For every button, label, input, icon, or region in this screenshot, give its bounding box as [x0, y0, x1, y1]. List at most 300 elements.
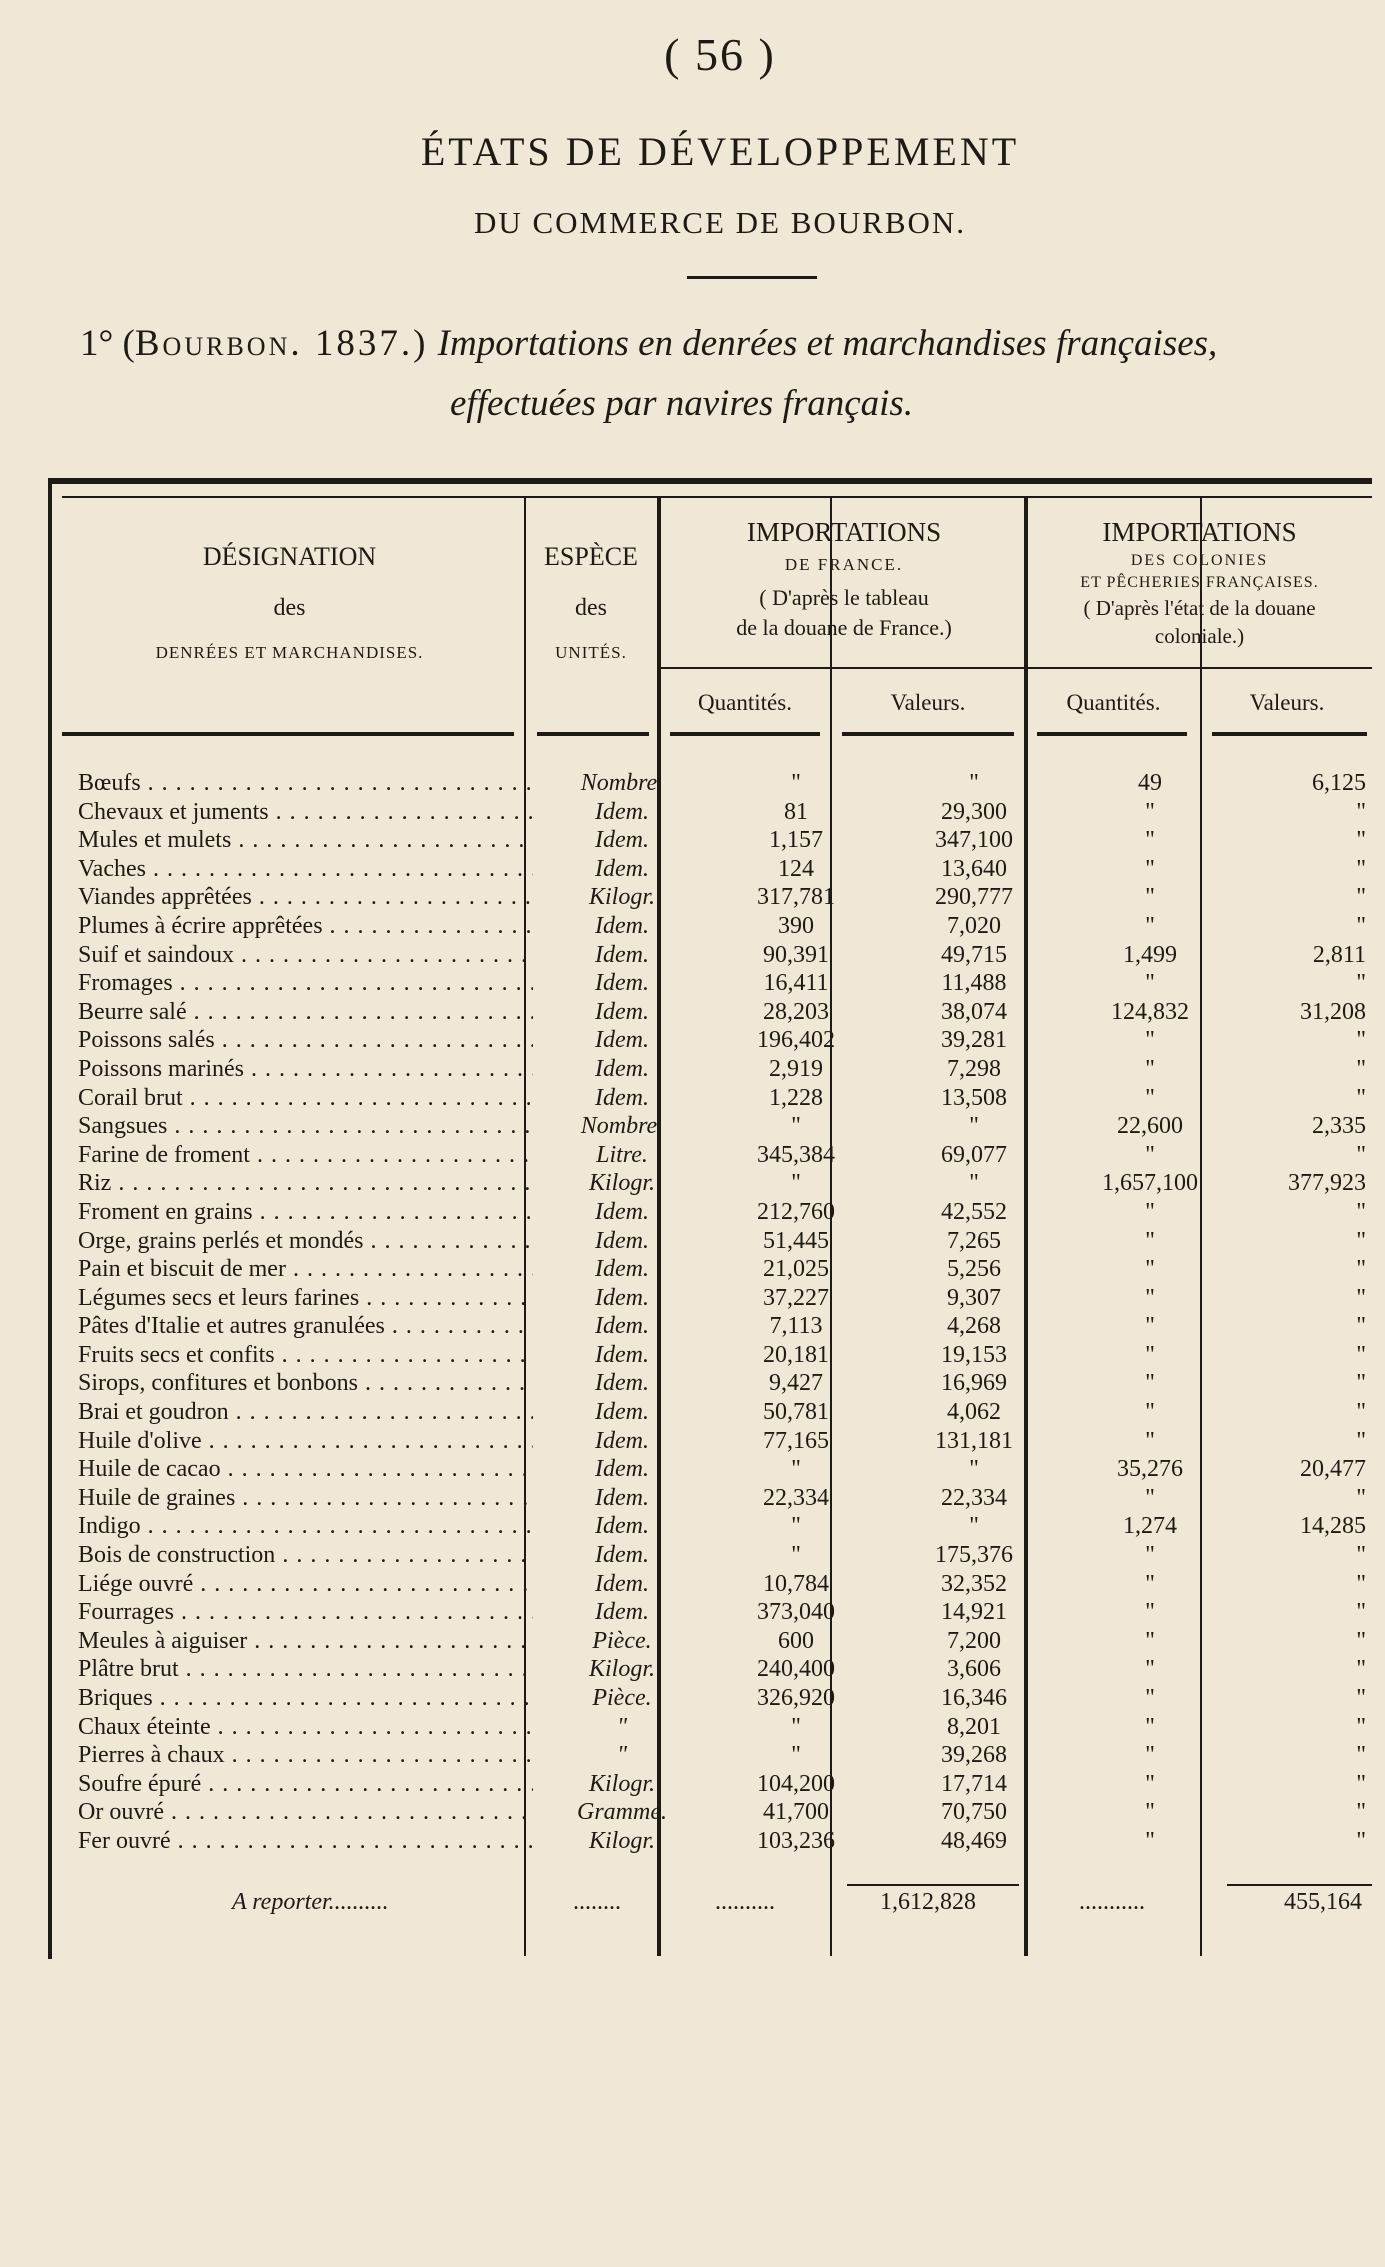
table-row	[52, 1341, 1372, 1370]
table-row	[52, 1169, 1372, 1198]
totals-label: A reporter..........	[232, 1889, 389, 1915]
cell-designation: Sirops, confitures et bonbons . . .	[78, 1369, 533, 1398]
cell-colonies-valeur: "	[1356, 884, 1366, 911]
cell-france-quantite: 81	[784, 798, 808, 825]
cell-france-valeur: 48,469	[941, 1827, 1007, 1854]
header-sub-rule	[660, 667, 1028, 669]
cell-designation: Huile d'olive . . .	[78, 1427, 533, 1456]
cell-unit: Kilogr.	[588, 1656, 656, 1683]
cell-france-quantite: 345,384	[757, 1141, 835, 1168]
cell-france-valeur: "	[969, 1513, 979, 1540]
cell-unit: Idem.	[595, 1599, 649, 1626]
cell-france-quantite: 20,181	[763, 1341, 829, 1368]
cell-designation: Corail brut . . .	[78, 1084, 533, 1113]
cell-colonies-quantite: 1,499	[1123, 941, 1177, 968]
cell-france-quantite: 390	[778, 912, 814, 939]
cell-colonies-quantite: 124,832	[1111, 998, 1189, 1025]
cell-unit: Idem.	[595, 998, 649, 1025]
cell-unit: Idem.	[595, 1256, 649, 1283]
cell-france-quantite: "	[791, 1456, 801, 1483]
cell-france-valeur: 7,298	[947, 1055, 1001, 1082]
header-bottom-rule	[62, 732, 514, 736]
cell-unit: Idem.	[595, 1399, 649, 1426]
cell-colonies-valeur: "	[1356, 1370, 1366, 1397]
cell-colonies-quantite: 49	[1138, 770, 1162, 796]
cell-france-quantite: 77,165	[763, 1427, 829, 1454]
cell-unit: Idem.	[595, 1227, 649, 1254]
cell-france-quantite: 104,200	[757, 1770, 835, 1797]
table-row	[52, 1570, 1372, 1599]
cell-colonies-valeur: "	[1356, 1341, 1366, 1368]
cell-designation: Fourrages . . .	[78, 1598, 533, 1627]
table-row	[52, 912, 1372, 941]
cell-colonies-quantite: "	[1145, 1284, 1155, 1311]
header-france-quantites: Quantités.	[698, 690, 792, 715]
cell-colonies-valeur: "	[1356, 827, 1366, 854]
cell-designation: Pâtes d'Italie et autres granulées . . .	[78, 1312, 533, 1341]
cell-france-quantite: "	[791, 1170, 801, 1197]
cell-france-valeur: 9,307	[947, 1284, 1001, 1311]
cell-colonies-quantite: "	[1145, 1055, 1155, 1082]
header-imports-france: IMPORTATIONS DE FRANCE. ( D'après le tableau de la douane de France.)	[736, 517, 952, 641]
table-row	[52, 1827, 1372, 1856]
table-row	[52, 1455, 1372, 1484]
cell-unit: Idem.	[595, 1513, 649, 1540]
cell-unit: Litre.	[596, 1141, 648, 1168]
cell-unit: Idem.	[595, 1370, 649, 1397]
cell-designation: Pierres à chaux . . .	[78, 1741, 533, 1770]
cell-france-valeur: 22,334	[941, 1484, 1007, 1511]
cell-colonies-valeur: "	[1356, 1055, 1366, 1082]
cell-designation: Poissons marinés . . .	[78, 1055, 533, 1084]
cell-designation: Fromages . . .	[78, 969, 533, 998]
cell-designation: Bois de construction . . .	[78, 1541, 533, 1570]
cell-colonies-quantite: "	[1145, 1399, 1155, 1426]
cell-colonies-quantite: "	[1145, 970, 1155, 997]
cell-colonies-quantite: "	[1145, 912, 1155, 939]
cell-unit: Idem.	[595, 1027, 649, 1054]
cell-colonies-quantite: "	[1145, 1742, 1155, 1769]
cell-france-quantite: 21,025	[763, 1256, 829, 1283]
cell-colonies-valeur: "	[1356, 1570, 1366, 1597]
cell-unit: Idem.	[595, 855, 649, 882]
cell-france-quantite: 50,781	[763, 1399, 829, 1426]
cell-france-quantite: 37,227	[763, 1284, 829, 1311]
cell-france-quantite: 10,784	[763, 1570, 829, 1597]
cell-france-valeur: 70,750	[941, 1799, 1007, 1826]
table-row	[52, 1369, 1372, 1398]
table-row	[52, 1398, 1372, 1427]
cell-france-valeur: 4,062	[947, 1399, 1001, 1426]
cell-colonies-quantite: "	[1145, 1799, 1155, 1826]
cell-france-valeur: 4,268	[947, 1313, 1001, 1340]
cell-designation: Huile de graines . . .	[78, 1484, 533, 1513]
cell-france-valeur: 3,606	[947, 1656, 1001, 1683]
total-rule	[1227, 1884, 1372, 1886]
page-subtitle: DU COMMERCE DE BOURBON.	[473, 205, 967, 240]
cell-unit: Pièce.	[592, 1627, 652, 1654]
cell-unit: Idem.	[595, 1542, 649, 1569]
total-rule	[847, 1884, 1019, 1886]
cell-colonies-valeur: "	[1356, 855, 1366, 882]
cell-colonies-quantite: "	[1145, 827, 1155, 854]
cell-colonies-valeur: "	[1356, 1713, 1366, 1740]
cell-france-valeur: 347,100	[935, 827, 1013, 854]
totals-unit: ........	[573, 1889, 621, 1915]
cell-designation: Suif et saindoux . . .	[78, 941, 533, 970]
header-bottom-rule	[842, 732, 1014, 736]
table-row	[52, 1026, 1372, 1055]
cell-designation: Viandes apprêtées . . .	[78, 883, 533, 912]
table-body	[52, 769, 1372, 1856]
cell-france-valeur: 11,488	[941, 970, 1007, 997]
table-row	[52, 941, 1372, 970]
totals-colonies-quantites: ...........	[1079, 1889, 1145, 1915]
cell-colonies-valeur: "	[1356, 1685, 1366, 1711]
cell-france-valeur: 5,256	[947, 1256, 1001, 1283]
page-number: ( 56 )	[664, 29, 776, 80]
cell-colonies-valeur: "	[1356, 1284, 1366, 1311]
table-row	[52, 1227, 1372, 1256]
cell-france-valeur: 69,077	[941, 1141, 1007, 1168]
cell-designation: Orge, grains perlés et mondés . . .	[78, 1227, 533, 1256]
table-row	[52, 1141, 1372, 1170]
cell-colonies-valeur: "	[1356, 1427, 1366, 1454]
cell-france-valeur: 39,268	[941, 1742, 1007, 1769]
cell-colonies-quantite: "	[1145, 1256, 1155, 1283]
table-row	[52, 1512, 1372, 1541]
cell-france-quantite: 317,781	[757, 884, 835, 911]
cell-france-quantite: "	[791, 1742, 801, 1769]
cell-colonies-quantite: "	[1145, 1427, 1155, 1454]
cell-france-quantite: 2,919	[769, 1055, 823, 1082]
cell-designation: Sangsues . . .	[78, 1112, 533, 1141]
cell-unit: Idem.	[595, 1313, 649, 1340]
header-bottom-rule	[670, 732, 820, 736]
cell-unit: Kilogr.	[588, 1770, 656, 1797]
cell-france-valeur: "	[969, 770, 979, 796]
cell-unit: Idem.	[595, 1570, 649, 1597]
cell-france-quantite: 373,040	[757, 1599, 835, 1626]
totals-colonies-valeurs: 455,164	[1284, 1889, 1362, 1915]
cell-designation: Chaux éteinte . . .	[78, 1713, 533, 1742]
table-row	[52, 798, 1372, 827]
cell-france-quantite: 7,113	[769, 1313, 823, 1340]
section-description-cont: effectuées par navires français.	[450, 383, 914, 424]
cell-colonies-valeur: "	[1356, 1599, 1366, 1626]
cell-france-valeur: 13,508	[941, 1084, 1007, 1111]
cell-colonies-quantite: 1,657,100	[1102, 1170, 1198, 1197]
cell-colonies-quantite: "	[1145, 1027, 1155, 1054]
cell-unit: "	[616, 1742, 628, 1769]
cell-designation: Meules à aiguiser . . .	[78, 1627, 533, 1656]
cell-colonies-quantite: "	[1145, 1685, 1155, 1711]
table-row	[52, 1284, 1372, 1313]
cell-france-valeur: "	[969, 1170, 979, 1197]
cell-france-valeur: 16,346	[941, 1685, 1007, 1711]
cell-france-valeur: "	[969, 1113, 979, 1140]
cell-france-quantite: 28,203	[763, 998, 829, 1025]
cell-france-valeur: 13,640	[941, 855, 1007, 882]
cell-france-valeur: "	[969, 1456, 979, 1483]
cell-designation: Riz . . .	[78, 1169, 533, 1198]
cell-colonies-valeur: "	[1356, 1027, 1366, 1054]
cell-colonies-valeur: "	[1356, 1141, 1366, 1168]
cell-colonies-valeur: "	[1356, 1256, 1366, 1283]
section-place: Bourbon. 1837.)	[134, 323, 429, 364]
cell-france-valeur: 8,201	[947, 1713, 1001, 1740]
imports-table	[48, 478, 1372, 1959]
cell-france-valeur: 14,921	[941, 1599, 1007, 1626]
cell-designation: Froment en grains . . .	[78, 1198, 533, 1227]
cell-colonies-quantite: "	[1145, 1770, 1155, 1797]
cell-unit: Idem.	[595, 1456, 649, 1483]
cell-unit: Nombre.	[580, 1113, 664, 1140]
table-row	[52, 1255, 1372, 1284]
cell-colonies-quantite: "	[1145, 1656, 1155, 1683]
cell-colonies-valeur: "	[1356, 970, 1366, 997]
cell-colonies-valeur: "	[1356, 1542, 1366, 1569]
cell-unit: Idem.	[595, 1198, 649, 1225]
table-row	[52, 1798, 1372, 1827]
cell-colonies-quantite: "	[1145, 855, 1155, 882]
cell-designation: Farine de froment . . .	[78, 1141, 533, 1170]
table-row	[52, 1598, 1372, 1627]
cell-france-quantite: 16,411	[763, 970, 829, 997]
cell-colonies-valeur: "	[1356, 1656, 1366, 1683]
cell-colonies-quantite: "	[1145, 1341, 1155, 1368]
cell-designation: Pain et biscuit de mer . . .	[78, 1255, 533, 1284]
cell-france-quantite: 103,236	[757, 1827, 835, 1854]
cell-france-valeur: 7,020	[947, 912, 1001, 939]
cell-colonies-quantite: "	[1145, 1141, 1155, 1168]
cell-france-quantite: 600	[778, 1627, 814, 1654]
cell-france-valeur: 17,714	[941, 1770, 1007, 1797]
cell-france-valeur: 290,777	[935, 884, 1013, 911]
cell-colonies-valeur: 2,811	[1312, 941, 1366, 968]
header-france-valeurs: Valeurs.	[890, 690, 966, 715]
section-description: Importations en denrées et marchandises françaises,	[437, 323, 1218, 364]
table-row	[52, 855, 1372, 884]
cell-colonies-quantite: "	[1145, 1542, 1155, 1569]
cell-colonies-valeur: "	[1356, 1484, 1366, 1511]
cell-france-quantite: 124	[778, 855, 814, 882]
table-row	[52, 1541, 1372, 1570]
table-row	[52, 1770, 1372, 1799]
cell-france-quantite: 51,445	[763, 1227, 829, 1254]
cell-france-valeur: 7,200	[947, 1627, 1001, 1654]
cell-france-valeur: 175,376	[935, 1542, 1013, 1569]
cell-france-quantite: "	[791, 1513, 801, 1540]
table-row	[52, 969, 1372, 998]
cell-unit: Idem.	[595, 941, 649, 968]
totals-france-valeurs: 1,612,828	[880, 1889, 976, 1915]
cell-designation: Plâtre brut . . .	[78, 1655, 533, 1684]
cell-designation: Plumes à écrire apprêtées . . .	[78, 912, 533, 941]
cell-france-valeur: 19,153	[941, 1341, 1007, 1368]
table-row	[52, 1741, 1372, 1770]
cell-colonies-valeur: "	[1356, 1799, 1366, 1826]
table-row	[52, 1427, 1372, 1456]
cell-colonies-quantite: "	[1145, 1484, 1155, 1511]
cell-france-quantite: 22,334	[763, 1484, 829, 1511]
cell-colonies-valeur: 31,208	[1300, 998, 1366, 1025]
header-bottom-rule	[537, 732, 649, 736]
header-bottom-rule	[1212, 732, 1367, 736]
cell-france-valeur: 29,300	[941, 798, 1007, 825]
cell-colonies-valeur: "	[1356, 1770, 1366, 1797]
cell-france-quantite: "	[791, 1113, 801, 1140]
table-row	[52, 1312, 1372, 1341]
cell-colonies-quantite: "	[1145, 1198, 1155, 1225]
cell-colonies-valeur: "	[1356, 1227, 1366, 1254]
cell-colonies-quantite: "	[1145, 1570, 1155, 1597]
section-number: 1° (	[80, 323, 135, 364]
table-row	[52, 1655, 1372, 1684]
cell-designation: Beurre salé . . .	[78, 998, 533, 1027]
table-row	[52, 1112, 1372, 1141]
cell-colonies-quantite: "	[1145, 1313, 1155, 1340]
cell-france-quantite: 212,760	[757, 1198, 835, 1225]
cell-colonies-quantite: "	[1145, 1627, 1155, 1654]
cell-colonies-quantite: "	[1145, 1599, 1155, 1626]
cell-designation: Or ouvré . . .	[78, 1798, 533, 1827]
cell-designation: Fer ouvré . . .	[78, 1827, 533, 1856]
cell-unit: Gramme.	[577, 1799, 667, 1826]
table-row	[52, 826, 1372, 855]
cell-colonies-valeur: "	[1356, 1827, 1366, 1854]
cell-france-valeur: 131,181	[935, 1427, 1013, 1454]
cell-colonies-quantite: "	[1145, 1084, 1155, 1111]
cell-france-valeur: 38,074	[941, 998, 1007, 1025]
cell-unit: Idem.	[595, 1484, 649, 1511]
cell-colonies-valeur: 6,125	[1312, 770, 1366, 796]
header-top-rule	[62, 496, 1372, 498]
cell-unit: Pièce.	[592, 1685, 652, 1711]
cell-france-quantite: 90,391	[763, 941, 829, 968]
cell-colonies-valeur: "	[1356, 1198, 1366, 1225]
cell-france-quantite: 9,427	[769, 1370, 823, 1397]
cell-unit: Kilogr.	[588, 1827, 656, 1854]
header-imports-colonies: IMPORTATIONS DES COLONIES ET PÊCHERIES FRANÇAISES. ( D'après l'état de la douane coloniale.)	[1080, 517, 1319, 648]
title-divider	[687, 276, 817, 279]
cell-france-quantite: 240,400	[757, 1656, 835, 1683]
table-row	[52, 1713, 1372, 1742]
cell-unit: Idem.	[595, 1084, 649, 1111]
header-sub-rule	[1027, 667, 1372, 669]
totals-row	[52, 1889, 1372, 1929]
cell-colonies-quantite: "	[1145, 1827, 1155, 1854]
table-row	[52, 998, 1372, 1027]
cell-colonies-quantite: "	[1145, 798, 1155, 825]
cell-colonies-quantite: "	[1145, 884, 1155, 911]
cell-unit: Idem.	[595, 1055, 649, 1082]
cell-france-valeur: 7,265	[947, 1227, 1001, 1254]
cell-designation: Mules et mulets . . .	[78, 826, 533, 855]
cell-designation: Liége ouvré . . .	[78, 1570, 533, 1599]
cell-designation: Bœufs . . .	[78, 769, 533, 798]
table-row	[52, 1198, 1372, 1227]
cell-designation: Huile de cacao . . .	[78, 1455, 533, 1484]
cell-unit: Idem.	[595, 1341, 649, 1368]
header-colonies-quantites: Quantités.	[1066, 690, 1161, 715]
cell-unit: Idem.	[595, 827, 649, 854]
cell-colonies-valeur: "	[1356, 1084, 1366, 1111]
table-row	[52, 769, 1372, 798]
cell-unit: Idem.	[595, 798, 649, 825]
table-row	[52, 883, 1372, 912]
cell-colonies-quantite: "	[1145, 1713, 1155, 1740]
cell-france-valeur: 32,352	[941, 1570, 1007, 1597]
cell-france-quantite: 1,157	[769, 827, 823, 854]
cell-colonies-quantite: "	[1145, 1227, 1155, 1254]
cell-unit: Idem.	[595, 1427, 649, 1454]
cell-colonies-valeur: 14,285	[1300, 1513, 1366, 1540]
cell-designation: Fruits secs et confits . . .	[78, 1341, 533, 1370]
cell-designation: Chevaux et juments . . .	[78, 798, 533, 827]
cell-colonies-quantite: 22,600	[1117, 1113, 1183, 1140]
cell-france-quantite: "	[791, 1542, 801, 1569]
cell-colonies-valeur: "	[1356, 1313, 1366, 1340]
cell-colonies-valeur: "	[1356, 1742, 1366, 1769]
cell-france-quantite: "	[791, 770, 801, 796]
cell-unit: Kilogr.	[588, 1170, 656, 1197]
cell-colonies-valeur: 20,477	[1300, 1456, 1366, 1483]
cell-france-valeur: 49,715	[941, 941, 1007, 968]
cell-france-valeur: 16,969	[941, 1370, 1007, 1397]
table-row	[52, 1084, 1372, 1113]
header-colonies-valeurs: Valeurs.	[1249, 690, 1325, 715]
table-row	[52, 1684, 1372, 1713]
table-row	[52, 1055, 1372, 1084]
cell-designation: Briques . . .	[78, 1684, 533, 1713]
cell-colonies-valeur: "	[1356, 912, 1366, 939]
cell-unit: Idem.	[595, 1284, 649, 1311]
cell-unit: Idem.	[595, 970, 649, 997]
cell-france-quantite: 326,920	[757, 1685, 835, 1711]
cell-colonies-quantite: 35,276	[1117, 1456, 1183, 1483]
cell-unit: Kilogr.	[588, 884, 656, 911]
cell-colonies-valeur: "	[1356, 798, 1366, 825]
header-designation: DÉSIGNATION des DENRÉES ET MARCHANDISES.	[155, 542, 424, 663]
cell-france-quantite: 1,228	[769, 1084, 823, 1111]
cell-designation: Vaches . . .	[78, 855, 533, 884]
cell-colonies-valeur: "	[1356, 1627, 1366, 1654]
cell-colonies-valeur: "	[1356, 1399, 1366, 1426]
header-bottom-rule	[1037, 732, 1187, 736]
cell-unit: Idem.	[595, 912, 649, 939]
table-row	[52, 1627, 1372, 1656]
cell-unit: Nombre.	[580, 770, 664, 796]
cell-france-valeur: 42,552	[941, 1198, 1007, 1225]
cell-designation: Brai et goudron . . .	[78, 1398, 533, 1427]
cell-colonies-valeur: 377,923	[1288, 1170, 1366, 1197]
cell-unit: "	[616, 1713, 628, 1740]
page-title: ÉTATS DE DÉVELOPPEMENT	[420, 129, 1020, 174]
section-heading	[80, 322, 1217, 365]
cell-france-quantite: "	[791, 1713, 801, 1740]
cell-colonies-valeur: 2,335	[1312, 1113, 1366, 1140]
cell-designation: Soufre épuré . . .	[78, 1770, 533, 1799]
cell-colonies-quantite: 1,274	[1123, 1513, 1177, 1540]
header-espece: ESPÈCE des UNITÉS.	[544, 542, 638, 663]
table-row	[52, 1484, 1372, 1513]
cell-designation: Indigo . . .	[78, 1512, 533, 1541]
cell-france-quantite: 196,402	[757, 1027, 835, 1054]
cell-designation: Poissons salés . . .	[78, 1026, 533, 1055]
cell-designation: Légumes secs et leurs farines . . .	[78, 1284, 533, 1313]
cell-france-valeur: 39,281	[941, 1027, 1007, 1054]
